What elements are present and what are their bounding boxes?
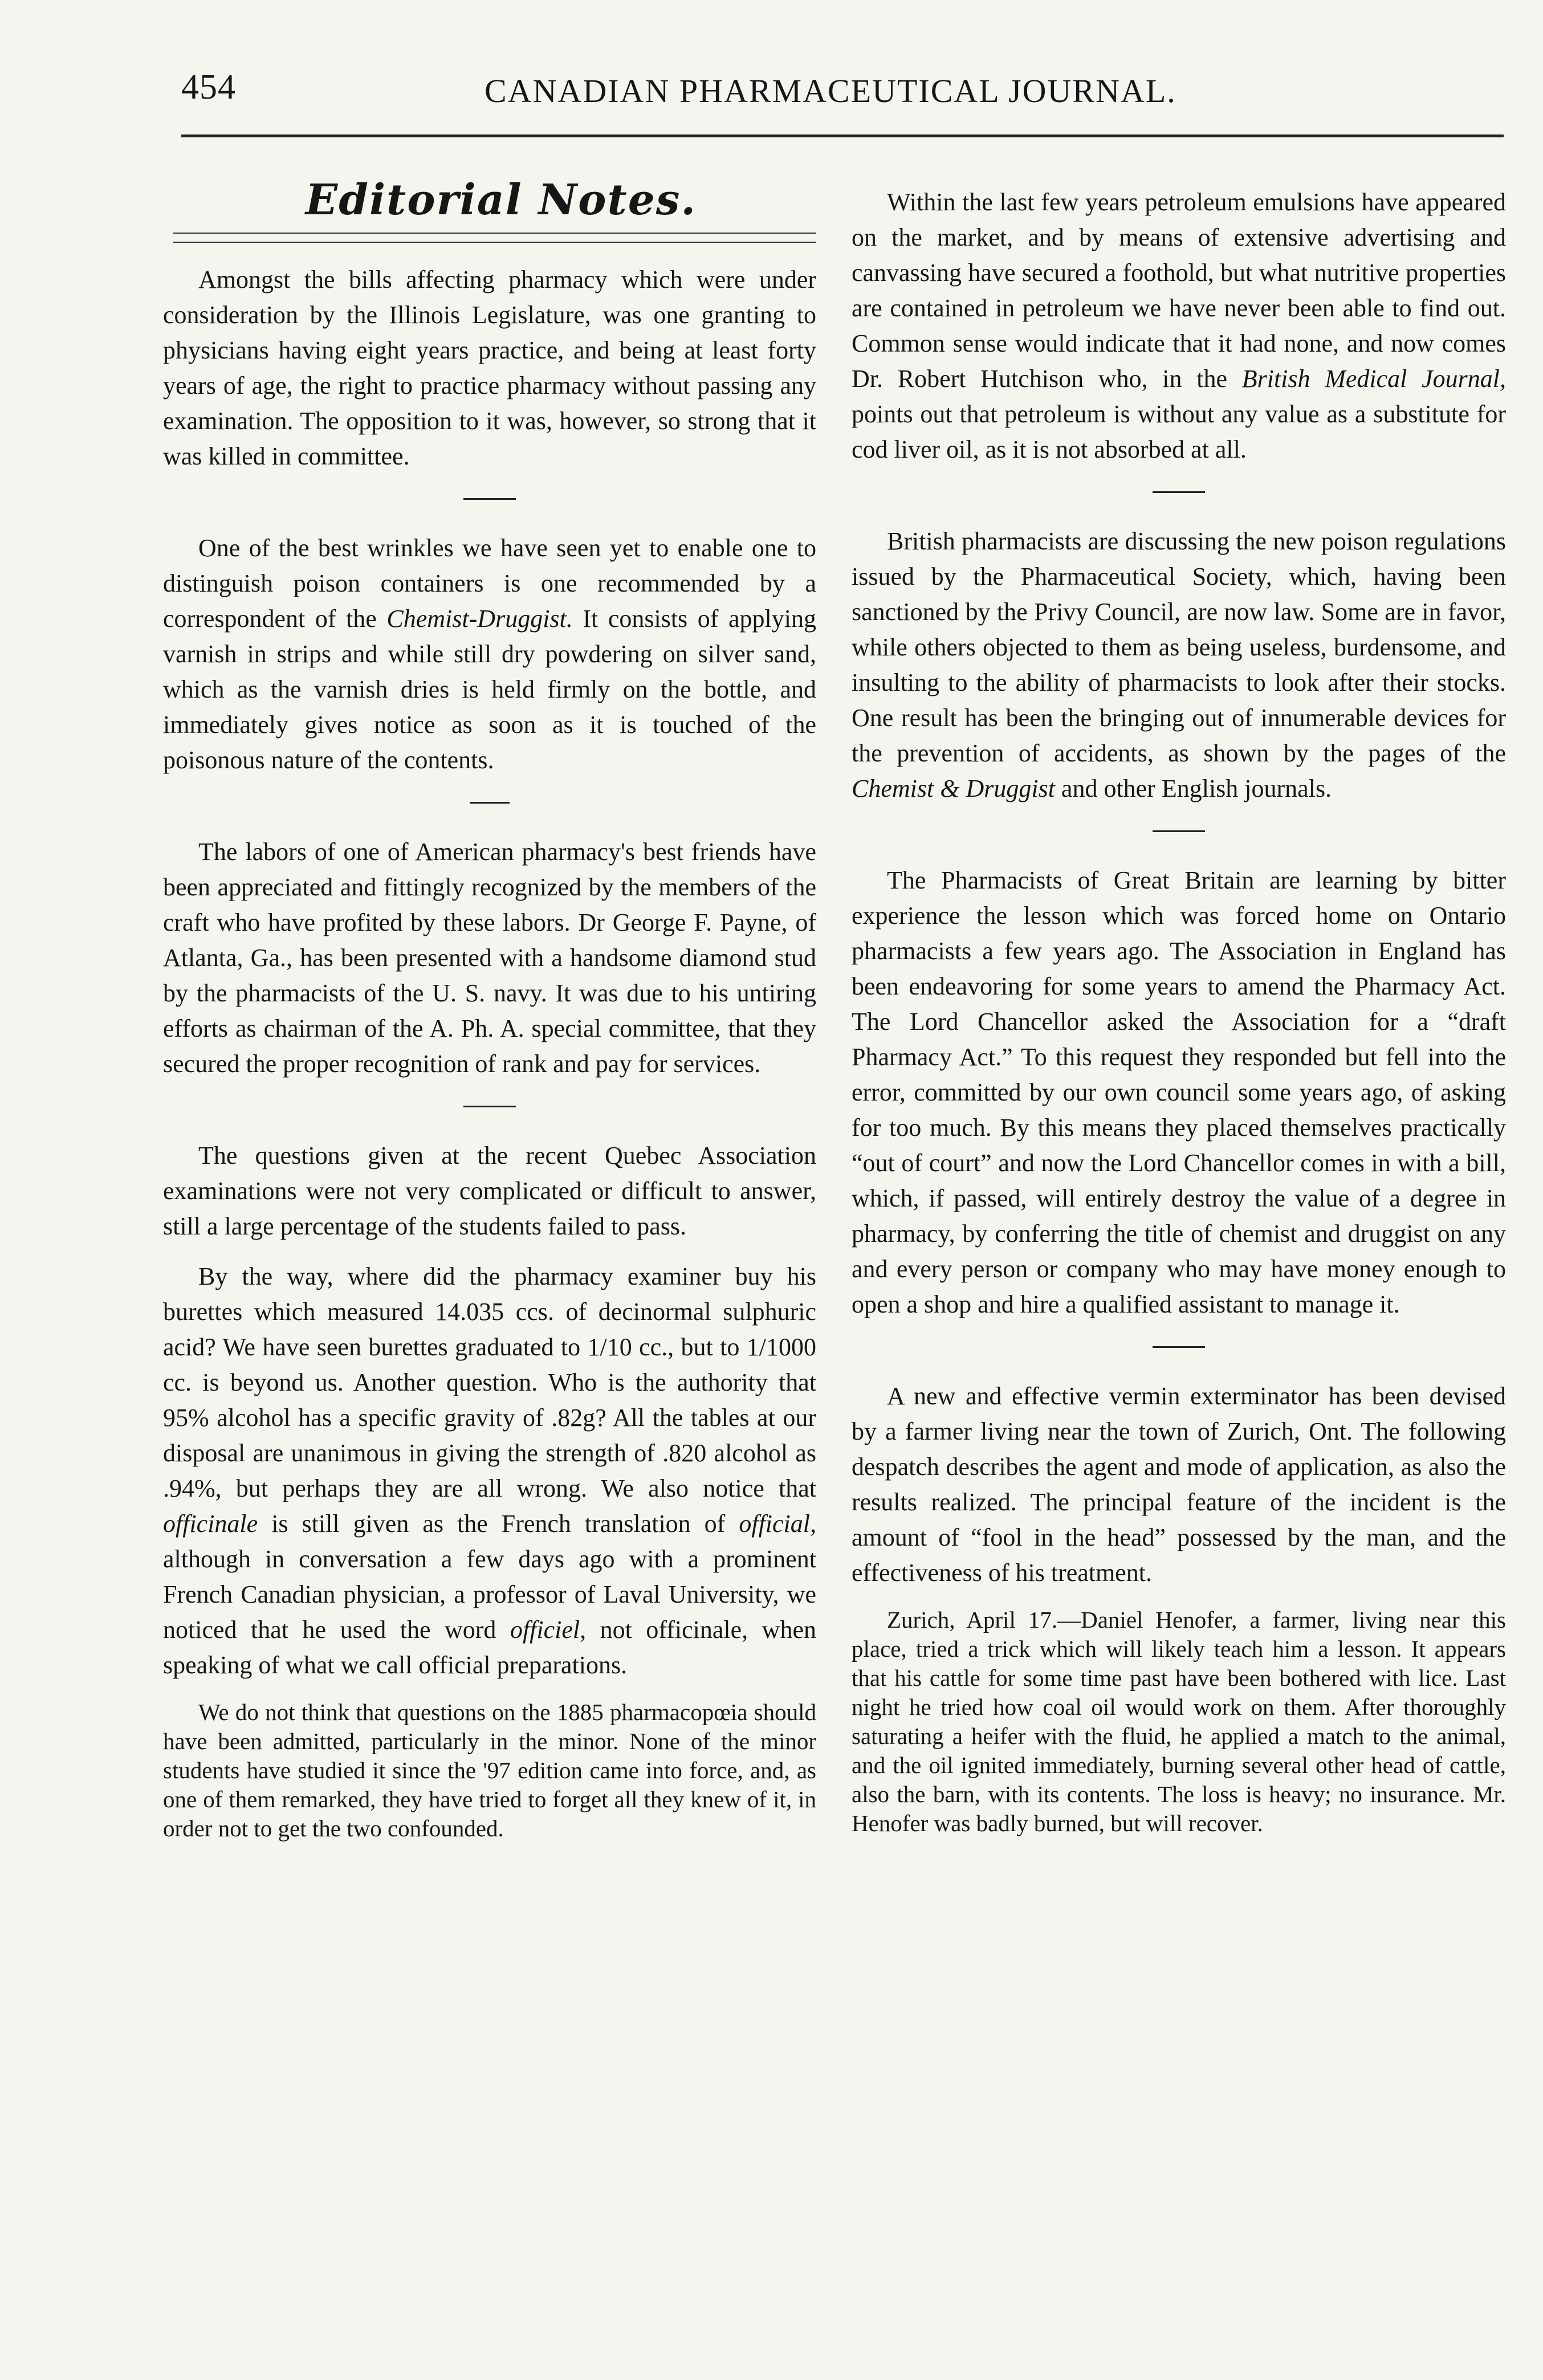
italic-run: Chemist & Druggist [852,775,1055,802]
note-separator [1153,830,1205,832]
note-burettes-question [163,1259,816,1683]
note-poison-regulations [852,524,1506,806]
text-run: A new and effective vermin exterminator has been devised by a farmer living near the town of Zurich, Ont. The following despatch describes the agent and mode of application, as also the results realized. The principal feature of the incident is the amount of “fool in the head” possessed by the man, and the effectiveness of his treatment. [852,1382,1506,1587]
text-run: Zurich, April 17.—Daniel Henofer, a farmer, living near this place, tried a trick which will likely teach him a lesson. It appears that his cattle for some time past have been bothered with lice. Last night he tried how coal oil would work on them. After thoroughly saturating a heifer with the fluid, he applied a match to the animal, and the oil ignited immediately, burning several other head of cattle, also the barn, with its contents. The loss is heavy; no insurance. Mr. Henofer was badly burned, but will recover. [852,1607,1506,1836]
text-run: although in conversation a few days ago with a prominent French Canadian physician, a professor of Laval University, we noticed that he used the word [163,1545,816,1644]
title-double-rule [173,233,816,243]
text-run: One of the best wrinkles we have seen yet to enable one to distinguish poison containers is one recommended by a correspondent of the [163,534,816,633]
text-run: points out that petroleum is without any value as a substitute for cod liver oil, as it is not absorbed at all. [852,400,1506,463]
text-run: It consists of applying varnish in strips and while still dry powdering on silver sand, which as the varnish dries is held firmly on the bottle, and immediately gives notice as soon as it is touched of the poisonous nature of the contents. [163,605,816,774]
note-illinois-bill [163,262,816,474]
note-petroleum-emulsions [852,185,1506,467]
text-run: is still given as the French translation of [258,1510,739,1538]
running-head: CANADIAN PHARMACEUTICAL JOURNAL. [485,72,1176,109]
note-payne-diamond-stud [163,834,816,1082]
note-pharmacy-act [852,863,1506,1322]
note-separator [1153,1346,1205,1348]
note-vermin-exterminator [852,1379,1506,1591]
note-quebec-examinations [163,1138,816,1244]
left-column [163,165,816,1843]
text-run: The Pharmacists of Great Britain are learning by bitter experience the lesson which was forced home on Ontario pharmacists a few years ago. The Association in England has been endeavoring for some years to amend the Pharmacy Act. The Lord Chancellor asked the Association for a “draft Pharmacy Act.” To this request they responded but fell into the error, committed by our own council some years ago, of asking for too much. By this means they placed themselves practically “out of court” and now the Lord Chancellor comes in with a bill, which, if passed, will entirely destroy the value of a degree in pharmacy, by conferring the title of chemist and druggist on any and every person or company who may have money enough to open a shop and hire a qualified assistant to manage it. [852,866,1506,1318]
text-run: Within the last few years petroleum emulsions have appeared on the market, and by means of extensive advertising and canvassing have secured a foothold, but what nutritive properties are contained in petroleum we have never been able to find out. Common sense would indicate that it had none, and now comes Dr. Robert Hutchison who, in the [852,188,1506,393]
note-separator [470,802,510,804]
right-column [852,185,1506,1838]
header-rule [181,135,1504,137]
text-run: British pharmacists are discussing the new poison regulations issued by the Pharmaceutical Society, which, having been sanctioned by the Privy Council, are now law. Some are in favor, while others objected to them as being useless, burdensome, and insulting to the ability of pharmacists to look after their stocks. One result has been the bringing out of innumerable devices for the prevention of accidents, as shown by the pages of the [852,527,1506,767]
italic-run: official, [739,1510,816,1538]
note-separator [1153,491,1205,493]
italic-run: officiel, [510,1616,587,1644]
note-zurich-despatch [852,1605,1506,1838]
note-separator [463,498,516,500]
text-run: not officinale, when speaking of what we call official preparations. [163,1616,816,1679]
note-separator [463,1106,516,1107]
paragraph-gap [852,1591,1506,1605]
text-run: The labors of one of American pharmacy's best friends have been appreciated and fittingly recognized by the members of the craft who have profited by these labors. Dr George F. Payne, of Atlanta, Ga., has been presented with a handsome diamond stud by the pharmacists of the U. S. navy. It was due to his untiring efforts as chairman of the A. Ph. A. special committee, that they secured the proper recognition of rank and pay for services. [163,838,816,1078]
italic-run: officinale [163,1510,258,1538]
text-run: and other English journals. [1055,775,1332,802]
paragraph-gap [163,1244,816,1259]
text-run: Amongst the bills affecting pharmacy which were under consideration by the Illinois Legislature, was one granting to physicians having eight years practice, and being at least forty years of age, the right to practice pharmacy without passing any examination. The opposition to it was, however, so strong that it was killed in committee. [163,266,816,470]
section-title: Editorial Notes. [305,176,697,225]
page-number: 454 [181,68,236,107]
italic-run: Chemist-Druggist. [386,605,573,633]
text-run: The questions given at the recent Quebec Association examinations were not very complicated or difficult to answer, still a large percentage of the students failed to pass. [163,1142,816,1240]
italic-run: British Medical Journal, [1241,365,1506,393]
note-pharmacopoeia-1885 [163,1698,816,1843]
text-run: By the way, where did the pharmacy examiner buy his burettes which measured 14.035 ccs. of decinormal sulphuric acid? We have seen burettes graduated to 1/10 cc., but to 1/1000 cc. is beyond us. Another question. Who is the authority that 95% alcohol has a specific gravity of .82g? All the tables at our disposal are unanimous in giving the strength of .820 alcohol as .94%, but perhaps they are all wrong. We also notice that [163,1262,816,1502]
paragraph-gap [163,1683,816,1698]
text-run: We do not think that questions on the 1885 pharmacopœia should have been admitted, particularly in the minor. None of the minor students have studied it since the '97 edition came into force, and, as one of them remarked, they have tried to forget all they knew of it, in order not to get the two confounded. [163,1699,816,1841]
note-poison-containers [163,531,816,778]
